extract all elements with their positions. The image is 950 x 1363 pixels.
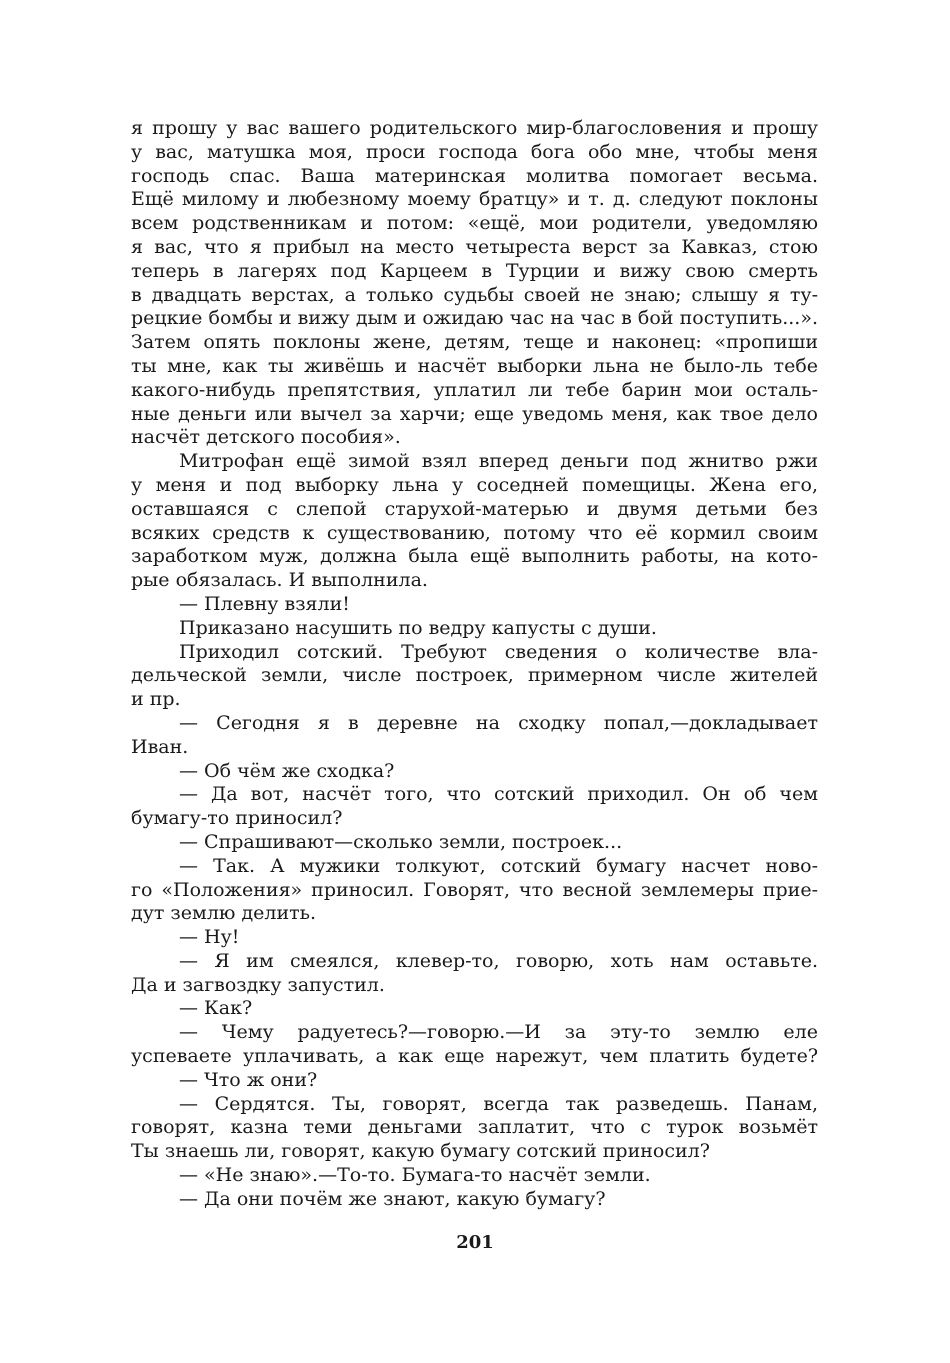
text-line: рецкие бомбы и вижу дым и ожидаю час на час в бой поступить...».: [131, 307, 818, 330]
text-line: — Что ж они?: [179, 1068, 318, 1091]
page-number: 201: [456, 1232, 494, 1253]
text-line: — Как?: [179, 997, 253, 1020]
text-line: ты мне, как ты живёшь и насчёт выборки льна не было-ль тебе: [131, 354, 818, 377]
text-line: — Чему радуетесь?—говорю.—И за эту-то землю еле: [179, 1021, 818, 1044]
text-line: насчёт детского пособия».: [131, 426, 401, 449]
text-line: у меня и под выборку льна у соседней помещицы. Жена его,: [131, 473, 818, 496]
text-line: — Спрашивают—сколько земли, построек...: [179, 830, 623, 853]
text-line: я прошу у вас вашего родительского мир-благословения и прошу: [131, 117, 818, 139]
text-line: господь спас. Ваша материнская молитва помогает весьма.: [131, 164, 818, 187]
text-line: Да и загвоздку запустил.: [131, 973, 385, 996]
text-line: — Да вот, насчёт того, что сотский приходил. Он об чем: [179, 783, 818, 806]
text-line: я вас, что я прибыл на место четыреста верст за Кавказ, стою: [131, 235, 818, 258]
text-line: в двадцать верстах, а только судьбы своей не знаю; слышу я ту-: [131, 283, 818, 306]
text-line: теперь в лагерях под Карцеем в Турции и вижу свою смерть: [131, 259, 818, 282]
text-line: — «Не знаю».—То-то. Бумага-то насчёт земли.: [179, 1164, 651, 1187]
text-line: — Сердятся. Ты, говорят, всегда так разведешь. Панам,: [179, 1092, 818, 1115]
text-line: у вас, матушка моя, проси господа бога обо мне, чтобы меня: [131, 140, 818, 163]
text-line: — Об чём же сходка?: [179, 759, 395, 782]
text-line: дельческой земли, числе построек, примерном числе жителей: [131, 664, 818, 687]
text-line: заработком муж, должна была ещё выполнить работы, на кото-: [131, 545, 818, 568]
text-line: Затем опять поклоны жене, детям, теще и наконец: «пропиши: [131, 331, 818, 354]
text-line: Иван.: [131, 735, 189, 758]
text-line: Приказано насушить по ведру капусты с души.: [179, 616, 657, 639]
text-line: какого-нибудь препятствия, уплатил ли тебе барин мои осталь-: [131, 378, 818, 401]
text-line: всяких средств к существованию, потому что её кормил своим: [131, 521, 818, 544]
text-line: говорят, казна теми деньгами заплатит, что с турок возьмёт: [131, 1116, 818, 1139]
text-line: Приходил сотский. Требуют сведения о количестве вла-: [179, 640, 818, 663]
text-line: всем родственникам и потом: «ещё, мои родители, уведомляю: [131, 212, 818, 235]
body-text: [131, 117, 818, 1212]
text-line: рые обязалась. И выполнила.: [131, 569, 428, 592]
text-line: Митрофан ещё зимой взял вперед деньги под жнитво ржи: [179, 450, 818, 473]
text-line: — Да они почём же знают, какую бумагу?: [179, 1187, 606, 1210]
text-line: — Плевну взяли!: [179, 592, 350, 615]
text-line: дут землю делить.: [131, 902, 317, 925]
text-line: — Ну!: [179, 926, 240, 949]
text-line: го «Положения» приносил. Говорят, что весной землемеры прие-: [131, 878, 818, 901]
text-line: оставшаяся с слепой старухой-матерью и двумя детьми без: [131, 497, 818, 520]
text-line: — Я им смеялся, клевер-то, говорю, хоть нам оставьте.: [179, 949, 818, 972]
text-line: — Сегодня я в деревне на сходку попал,—докладывает: [179, 711, 818, 734]
text-line: ные деньги или вычел за харчи; еще уведомь меня, как твое дело: [131, 402, 818, 425]
text-line: — Так. А мужики толкуют, сотский бумагу насчет ново-: [179, 854, 818, 877]
text-line: бумагу-то приносил?: [131, 807, 343, 830]
text-line: и пр.: [131, 688, 181, 711]
text-line: успеваете уплачивать, а как еще нарежут, чем платить будете?: [131, 1045, 818, 1068]
text-line: Ещё милому и любезному моему братцу» и т. д. следуют поклоны: [131, 188, 818, 211]
text-line: Ты знаешь ли, говорят, какую бумагу сотский приносил?: [131, 1140, 710, 1163]
